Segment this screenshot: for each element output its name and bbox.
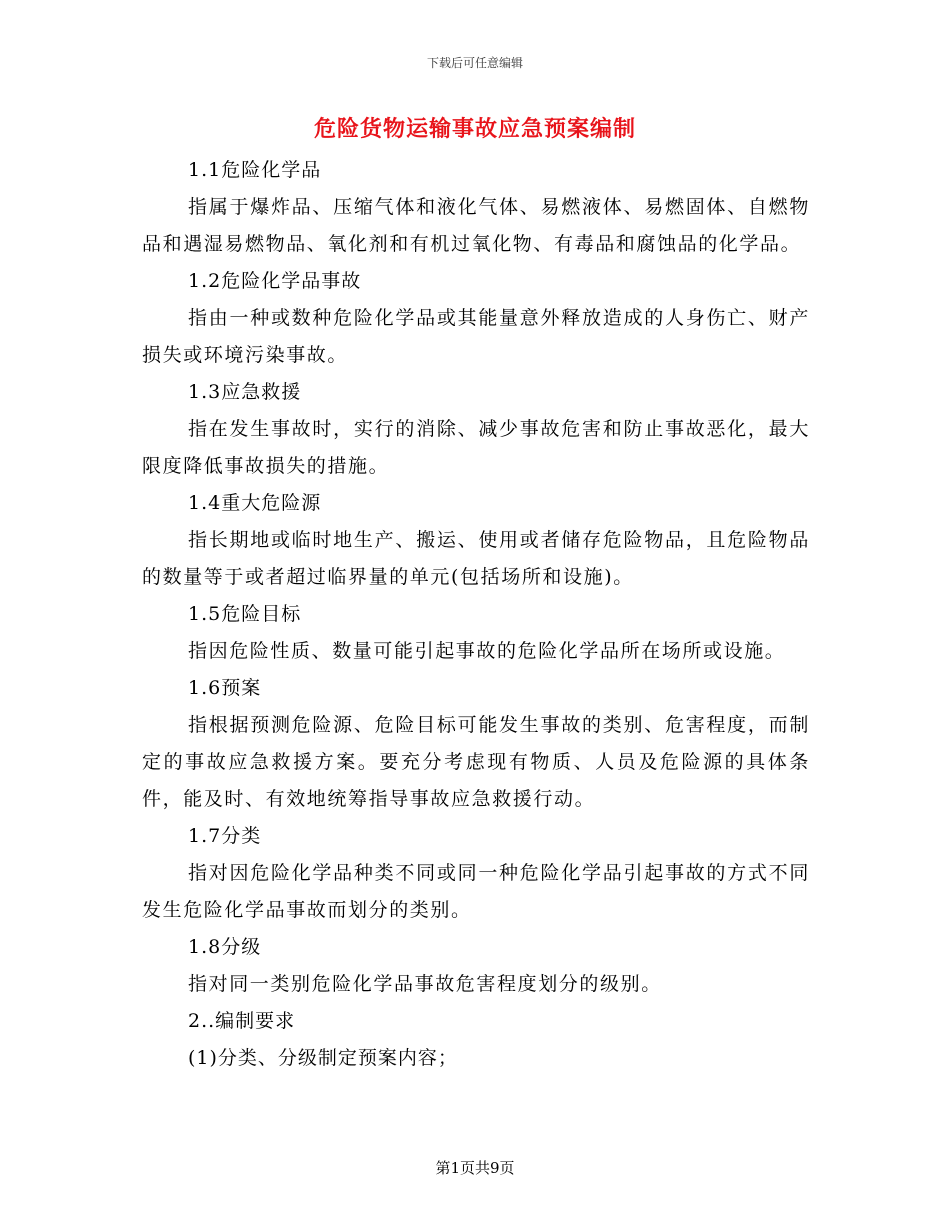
paragraph-1-1: 指属于爆炸品、压缩气体和液化气体、易燃液体、易燃固体、自燃物品和遇湿易燃物品、氧化剂和有机过氧化物、有毒品和腐蚀品的化学品。 — [142, 196, 810, 255]
paragraph-1-5: 指因危险性质、数量可能引起事故的危险化学品所在场所或设施。 — [188, 640, 786, 662]
paragraph-1-6: 指根据预测危险源、危险目标可能发生事故的类别、危害程度，而制定的事故应急救援方案。要充分考虑现有物质、人员及危险源的具体条件，能及时、有效地统筹指导事故应急救援行动。 — [142, 714, 810, 810]
paragraph-1-3: 指在发生事故时，实行的消除、减少事故危害和防止事故恶化，最大限度降低事故损失的措施。 — [142, 418, 810, 477]
document-title: 危险货物运输事故应急预案编制 — [313, 116, 636, 142]
section-heading-2: 2..编制要求 — [188, 1010, 296, 1032]
section-heading-1-8: 1.8分级 — [188, 936, 262, 958]
section-heading-1-7: 1.7分类 — [188, 825, 262, 847]
section-heading-1-3: 1.3应急救援 — [188, 381, 302, 403]
paragraph-1-7: 指对因危险化学品种类不同或同一种危险化学品引起事故的方式不同发生危险化学品事故而划分的类别。 — [142, 862, 810, 921]
section-heading-1-1: 1.1危险化学品 — [188, 159, 322, 181]
paragraph-1-8: 指对同一类别危险化学品事故危害程度划分的级别。 — [188, 973, 662, 995]
section-heading-1-5: 1.5危险目标 — [188, 603, 302, 625]
list-item-1: (1)分类、分级制定预案内容； — [188, 1047, 458, 1069]
section-heading-1-2: 1.2危险化学品事故 — [188, 270, 362, 292]
page-number: 第1页共9页 — [435, 1159, 515, 1177]
paragraph-1-4: 指长期地或临时地生产、搬运、使用或者储存危险物品，且危险物品的数量等于或者超过临界量的单元(包括场所和设施)。 — [142, 529, 810, 588]
section-heading-1-4: 1.4重大危险源 — [188, 492, 322, 514]
section-heading-1-6: 1.6预案 — [188, 677, 262, 699]
page-header: 下载后可任意编辑 — [426, 56, 523, 70]
document-body — [142, 152, 810, 1077]
paragraph-1-2: 指由一种或数种危险化学品或其能量意外释放造成的人身伤亡、财产损失或环境污染事故。 — [142, 307, 810, 366]
